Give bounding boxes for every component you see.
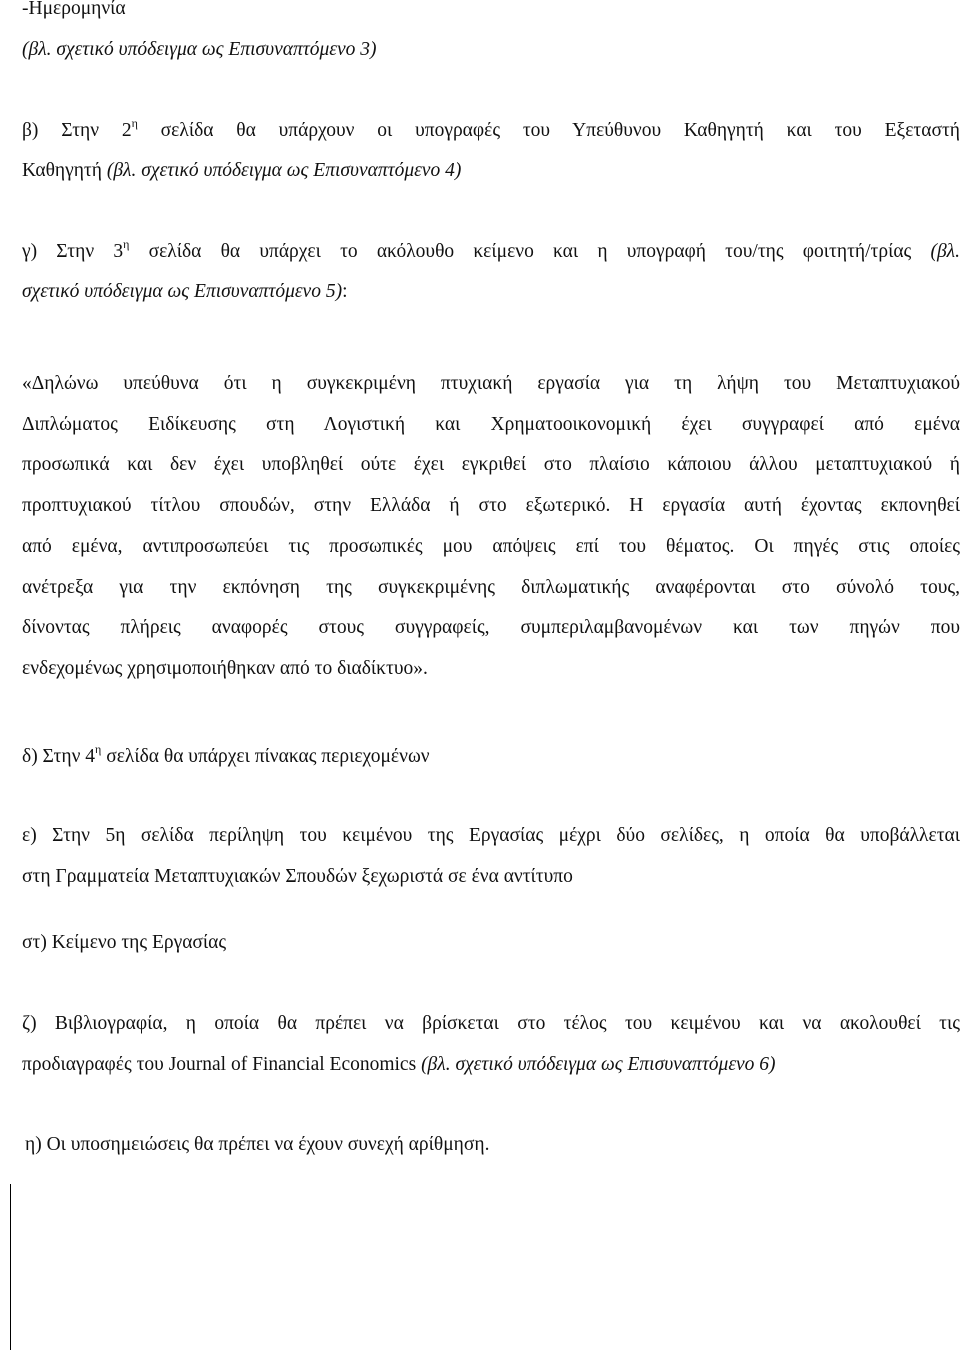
- item-d-line: [22, 742, 960, 769]
- item-c-colon: :: [342, 281, 348, 302]
- item-b-text-end: σελίδα θα υπάρχουν οι υπογραφές του Υπεύθυνου Καθηγητή και του Εξεταστή: [137, 120, 960, 141]
- reference-attachment-3: (βλ. σχετικό υπόδειγμα ως Επισυναπτόμενο 3): [22, 39, 377, 60]
- item-e-line-1: ε) Στην 5η σελίδα περίληψη του κειμένου της Εργασίας μέχρι δύο σελίδες, η οποία θα υποβάλλεται: [22, 825, 960, 846]
- item-z-line-2-text: προδιαγραφές του Journal of Financial Economics: [22, 1054, 422, 1075]
- declaration-line-6: ανέτρεξα για την εκπόνηση της συγκεκριμένης διπλωματικής αναφέρονται στο σύνολό τους,: [22, 577, 960, 598]
- declaration-line-3: προσωπικά και δεν έχει υποβληθεί ούτε έχει εγκριθεί στο πλαίσιο κάποιου άλλου μεταπτυχιακού ή: [22, 454, 960, 475]
- text-cursor-bar: [10, 1184, 11, 1350]
- item-b-text-start: β) Στην 2: [22, 120, 132, 141]
- item-d-text-start: δ) Στην 4: [22, 746, 96, 767]
- declaration-line-8: ενδεχομένως χρησιμοποιήθηκαν από το διαδίκτυο».: [22, 658, 428, 679]
- item-e-line-2: στη Γραμματεία Μεταπτυχιακών Σπουδών ξεχωριστά σε ένα αντίτυπο: [22, 866, 573, 887]
- declaration-line-4: προπτυχιακού τίτλου σπουδών, στην Ελλάδα ή στο εξωτερικό. Η εργασία αυτή έχοντας εκπονηθεί: [22, 495, 960, 516]
- reference-attachment-4: (βλ. σχετικό υπόδειγμα ως Επισυναπτόμενο 4): [106, 160, 462, 181]
- item-c-text-start: γ) Στην 3: [22, 241, 124, 262]
- item-d-text-end: σελίδα θα υπάρχει πίνακας περιεχομένων: [101, 746, 430, 767]
- item-h-line: η) Οι υποσημειώσεις θα πρέπει να έχουν συνεχή αρίθμηση.: [25, 1134, 490, 1155]
- item-z-line-2: [22, 1053, 960, 1077]
- item-c-superscript: η: [123, 237, 130, 251]
- item-b-line-2: [22, 159, 960, 183]
- date-item: -Ημερομηνία: [22, 0, 126, 19]
- item-c-line-1: [22, 237, 960, 264]
- item-st-line: στ) Κείμενο της Εργασίας: [22, 932, 227, 953]
- item-c-text-end: σελίδα θα υπάρχει το ακόλουθο κείμενο και η υπογραφή του/της φοιτητή/τρίας: [129, 241, 931, 262]
- reference-attachment-6: (βλ. σχετικό υπόδειγμα ως Επισυναπτόμενο 6): [421, 1054, 776, 1075]
- item-z-line-1: ζ) Βιβλιογραφία, η οποία θα πρέπει να βρίσκεται στο τέλος του κειμένου και να ακολουθεί τις: [22, 1013, 960, 1034]
- declaration-line-2: Διπλώματος Ειδίκευσης στη Λογιστική και Χρηματοοικονομική έχει συγγραφεί από εμένα: [22, 414, 960, 435]
- item-b-superscript: η: [131, 116, 138, 130]
- declaration-line-7: δίνοντας πλήρεις αναφορές στους συγγραφείς, συμπεριλαμβανομένων και των πηγών που: [22, 617, 960, 638]
- item-b-line-1: [22, 116, 960, 143]
- reference-attachment-5: σχετικό υπόδειγμα ως Επισυναπτόμενο 5): [22, 281, 343, 302]
- item-c-reference-start: (βλ.: [930, 241, 960, 262]
- item-b-line-2-text: Καθηγητή: [22, 160, 107, 181]
- declaration-line-5: από εμένα, αντιπροσωπεύει τις προσωπικές μου απόψεις επί του θέματος. Οι πηγές στις οποίες: [22, 536, 960, 557]
- item-d-superscript: η: [95, 742, 102, 756]
- item-c-line-2: [22, 280, 960, 304]
- declaration-line-1: «Δηλώνω υπεύθυνα ότι η συγκεκριμένη πτυχιακή εργασία για τη λήψη του Μεταπτυχιακού: [22, 373, 960, 394]
